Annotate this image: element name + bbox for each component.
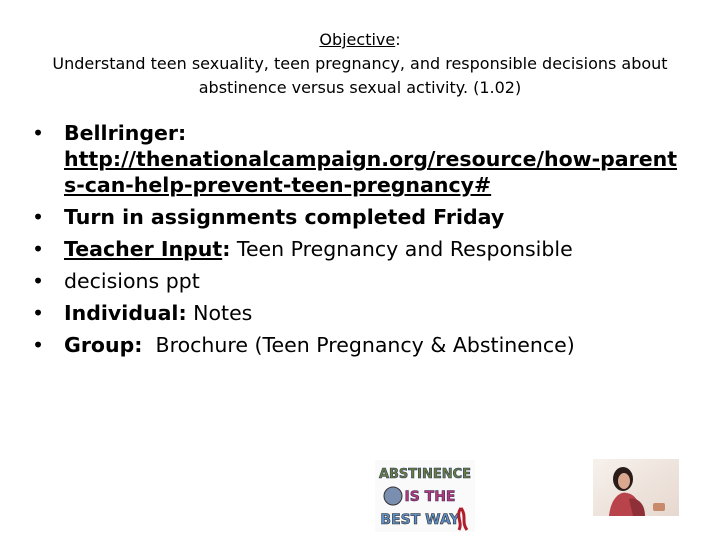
individual-label: Individual:	[64, 301, 187, 325]
agenda-list	[26, 120, 686, 364]
list-item-teacher-input	[26, 236, 686, 262]
objective-colon: :	[395, 30, 401, 49]
bullet-icon: •	[31, 269, 45, 293]
group-text: Brochure (Teen Pregnancy & Abstinence)	[142, 333, 575, 357]
logo-text-line2: IS THE	[404, 489, 456, 505]
individual-text: Notes	[186, 301, 253, 325]
bullet-icon: •	[31, 205, 45, 229]
bullet-icon: •	[31, 237, 45, 261]
list-item-individual	[26, 300, 686, 326]
list-item-turn-in	[26, 204, 686, 230]
list-item-group	[26, 332, 686, 358]
decisions-text: decisions ppt	[64, 269, 200, 293]
teacher-input-colon: :	[222, 237, 231, 261]
logo-text-line3: BEST WAY	[380, 512, 460, 528]
bellringer-label: Bellringer:	[64, 121, 187, 145]
bullet-icon: •	[31, 301, 45, 325]
bullet-icon: •	[31, 121, 45, 145]
objective-label: Objective	[319, 30, 396, 49]
list-item-bellringer	[26, 120, 686, 198]
objective-block	[40, 28, 680, 100]
teacher-input-text: Teen Pregnancy and Responsible	[230, 237, 573, 261]
objective-text: Understand teen sexuality, teen pregnancy, and responsible decisions about abstinence versus sexual activity. (1.02)	[52, 54, 668, 97]
group-label: Group:	[64, 333, 143, 357]
logo-text-line1: ABSTINENCE	[378, 467, 472, 482]
abstinence-logo-image	[375, 460, 475, 532]
objective-heading	[40, 28, 680, 52]
bullet-icon: •	[31, 333, 45, 357]
teacher-input-label: Teacher Input	[64, 237, 223, 261]
list-item-decisions	[26, 268, 686, 294]
bellringer-link[interactable]: http://thenationalcampaign.org/resource/how-parents-can-help-prevent-teen-pregnancy#	[64, 147, 678, 197]
teen-photo-image	[593, 459, 679, 516]
turn-in-text: Turn in assignments completed Friday	[64, 205, 505, 229]
